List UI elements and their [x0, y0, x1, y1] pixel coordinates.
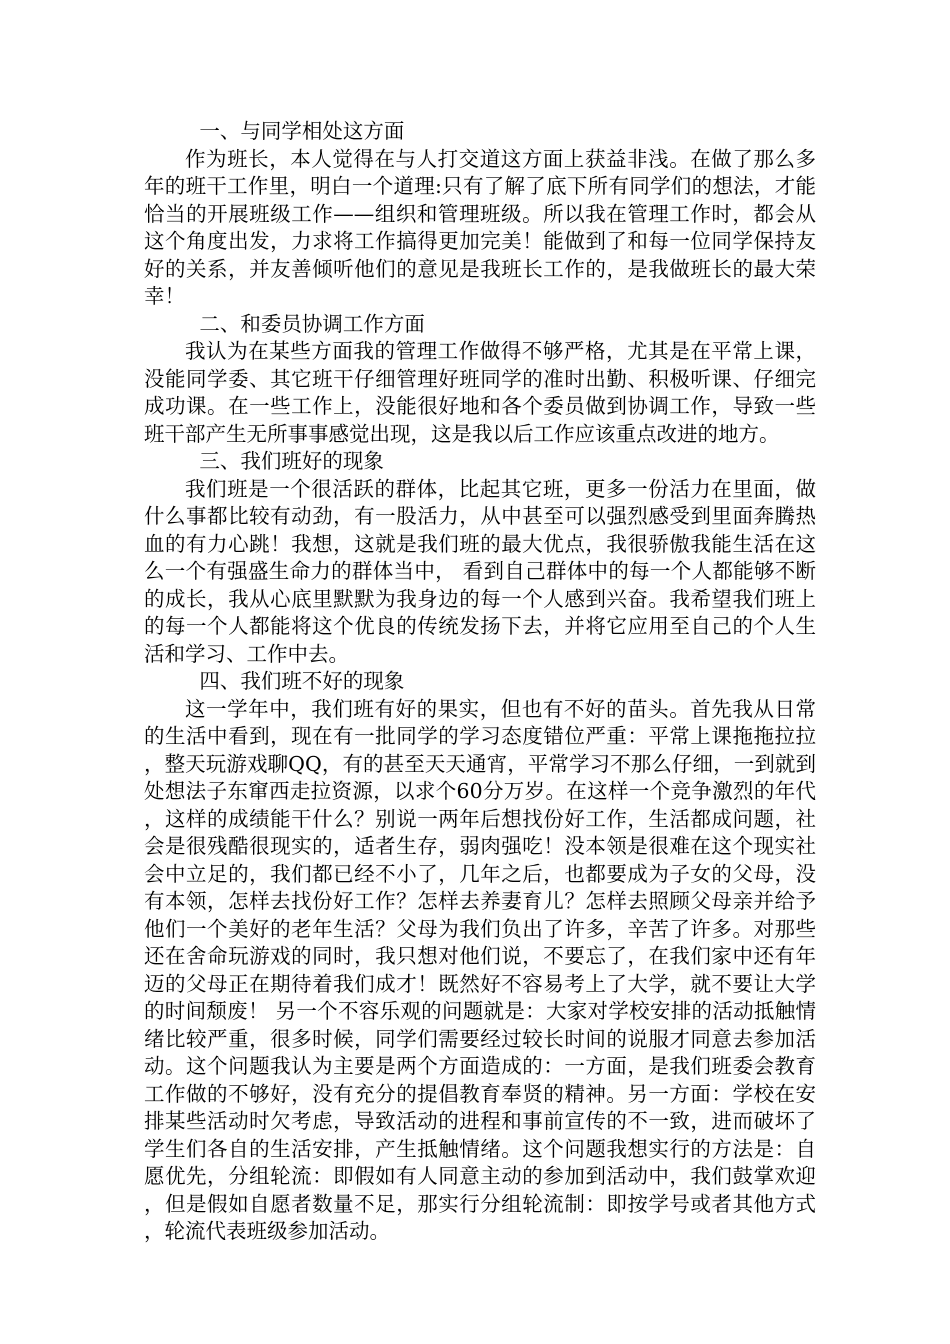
section-heading: 四、我们班不好的现象 [199, 669, 405, 693]
document-page [144, 118, 816, 1246]
section-paragraph: 这一学年中，我们班有好的果实，但也有不好的苗头。首先我从日常的生活中看到，现在有一批同学的学习态度错位严重：平常上课拖拖拉拉，整天玩游戏聊QQ，有的甚至天天通宵，平常学习不那么仔细，一到就到处想法子东窜西走拉资源，以求个60分万岁。在这样一个竞争激烈的年代，这样的成绩能干什么？别说一两年后想找份好工作，生活都成问题，社会是很残酷很现实的，适者生存，弱肉强吃！没本领是很难在这个现实社会中立足的，我们都已经不小了，几年之后，也都要成为子女的父母，没有本领，怎样去找份好工作？怎样去养妻育儿？怎样去照顾父母亲并给予他们一个美好的老年生活？父母为我们负出了许多，辛苦了许多。对那些还在舍命玩游戏的同时，我只想对他们说，不要忘了，在我们家中还有年迈的父母正在期待着我们成才！既然好不容易考上了大学，就不要让大学的时间颓废！ 另一个不容乐观的问题就是：大家对学校安排的活动抵触情绪比较严重，很多时候，同学们需要经过较长时间的说服才同意去参加活动。这个问题我认为主要是两个方面造成的：一方面，是我们班委会教育工作做的不够好，没有充分的提倡教育奉贤的精神。另一方面：学校在安排某些活动时欠考虑，导致活动的进程和事前宣传的不一致，进而破坏了学生们各自的生活安排，产生抵触情绪。这个问题我想实行的方法是：自愿优先，分组轮流：即假如有人同意主动的参加到活动中，我们鼓掌欢迎，但是假如自愿者数量不足，那实行分组轮流制：即按学号或者其他方式，轮流代表班级参加活动。 [144, 696, 816, 1243]
section-heading: 二、和委员协调工作方面 [199, 311, 425, 336]
section-heading: 三、我们班好的现象 [199, 449, 384, 473]
section-heading: 一、与同学相处这方面 [199, 119, 405, 143]
section-paragraph: 我们班是一个很活跃的群体，比起其它班，更多一份活力在里面，做什么事都比较有动劲，有一股活力，从中甚至可以强烈感受到里面奔腾热血的有力心跳！我想，这就是我们班的最大优点，我很骄傲我能生活在这么一个有强盛生命力的群体当中， 看到自己群体中的每一个人都能够不断的成长，我从心底里默默为我身边的每一个人感到兴奋。我希望我们班上的每一个人都能将这个优良的传统发扬下去，并将它应用至自己的个人生活和学习、工作中去。 [144, 476, 816, 666]
section-paragraph: 作为班长，本人觉得在与人打交道这方面上获益非浅。在做了那么多年的班干工作里，明白一个道理:只有了解了底下所有同学们的想法，才能恰当的开展班级工作——组织和管理班级。所以我在管理工作时，都会从这个角度出发，力求将工作搞得更加完美！能做到了和每一位同学保持友好的关系，并友善倾听他们的意见是我班长工作的，是我做班长的最大荣幸！ [144, 146, 816, 308]
section-paragraph: 我认为在某些方面我的管理工作做得不够严格，尤其是在平常上课，没能同学委、其它班干仔细管理好班同学的准时出勤、积极听课、仔细完成功课。在一些工作上，没能很好地和各个委员做到协调工作，导致一些班干部产生无所事事感觉出现，这是我以后工作应该重点改进的地方。 [144, 339, 816, 446]
